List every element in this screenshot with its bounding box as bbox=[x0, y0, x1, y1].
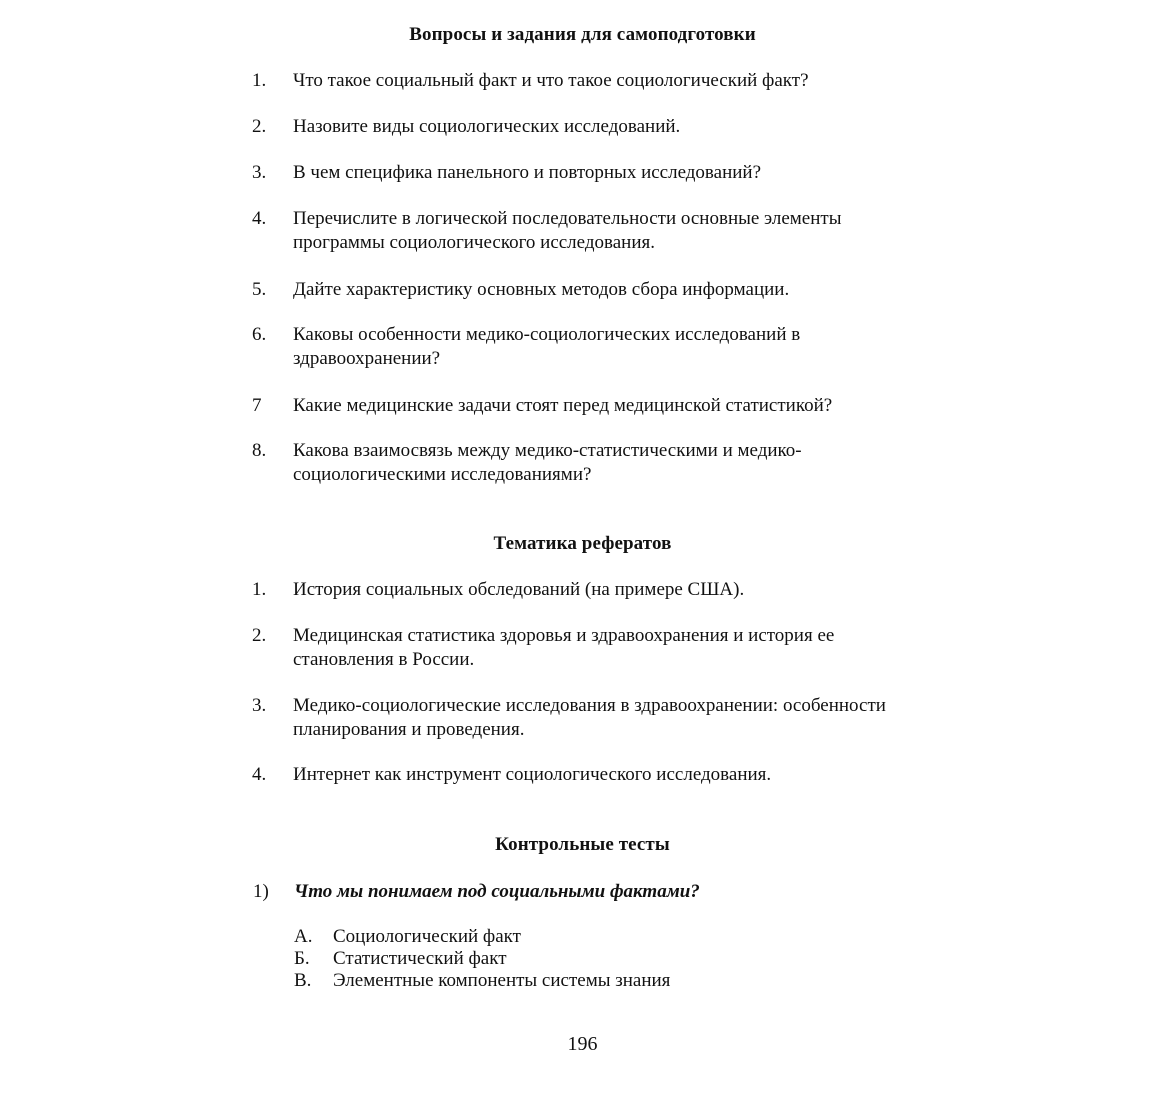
option-text: Статистический факт bbox=[333, 948, 507, 969]
item-text: Какие медицинские задачи стоят перед медицинской статистикой? bbox=[293, 395, 833, 416]
item-number: 1. bbox=[252, 579, 267, 600]
question-text: Что мы понимаем под социальными фактами? bbox=[294, 881, 700, 902]
item-text: Медико-социологические исследования в здравоохранении: особенности планирования и проведения. bbox=[293, 695, 886, 740]
item-number: 6. bbox=[252, 324, 267, 345]
item-text: Назовите виды социологических исследований. bbox=[293, 116, 681, 137]
item-number: 8. bbox=[252, 440, 267, 461]
item-number: 3. bbox=[252, 162, 267, 183]
item-text: Дайте характеристику основных методов сбора информации. bbox=[293, 279, 790, 300]
section-title-self-study: Вопросы и задания для самоподготовки bbox=[409, 24, 756, 45]
item-text: Что такое социальный факт и что такое социологический факт? bbox=[293, 70, 809, 91]
option-text: Элементные компоненты системы знания bbox=[333, 970, 671, 991]
item-number: 1. bbox=[252, 70, 267, 91]
option-letter: А. bbox=[294, 926, 313, 947]
option-text: Социологический факт bbox=[333, 926, 521, 947]
item-text: Перечислите в логической последовательности основные элементы программы социологического исследования. bbox=[293, 208, 842, 253]
item-number: 7 bbox=[252, 395, 262, 416]
item-number: 2. bbox=[252, 625, 267, 646]
section-title-essays: Тематика рефератов bbox=[493, 533, 672, 554]
item-text: Медицинская статистика здоровья и здравоохранения и история ее становления в России. bbox=[293, 625, 835, 670]
section-title-tests: Контрольные тесты bbox=[495, 834, 670, 855]
item-number: 5. bbox=[252, 279, 267, 300]
item-text: Каковы особенности медико-социологических исследований в здравоохранении? bbox=[293, 324, 801, 369]
item-number: 2. bbox=[252, 116, 267, 137]
page-number: 196 bbox=[567, 1033, 598, 1055]
item-text: Интернет как инструмент социологического исследования. bbox=[293, 764, 772, 785]
option-letter: Б. bbox=[294, 948, 310, 969]
option-letter: В. bbox=[294, 970, 312, 991]
item-number: 3. bbox=[252, 695, 267, 716]
question-number: 1) bbox=[253, 881, 269, 902]
item-number: 4. bbox=[252, 764, 267, 785]
item-text: Какова взаимосвязь между медико-статистическими и медико-социологическими исследованиями? bbox=[293, 440, 802, 485]
item-text: История социальных обследований (на примере США). bbox=[293, 579, 745, 600]
item-number: 4. bbox=[252, 208, 267, 229]
item-text: В чем специфика панельного и повторных исследований? bbox=[293, 162, 762, 183]
